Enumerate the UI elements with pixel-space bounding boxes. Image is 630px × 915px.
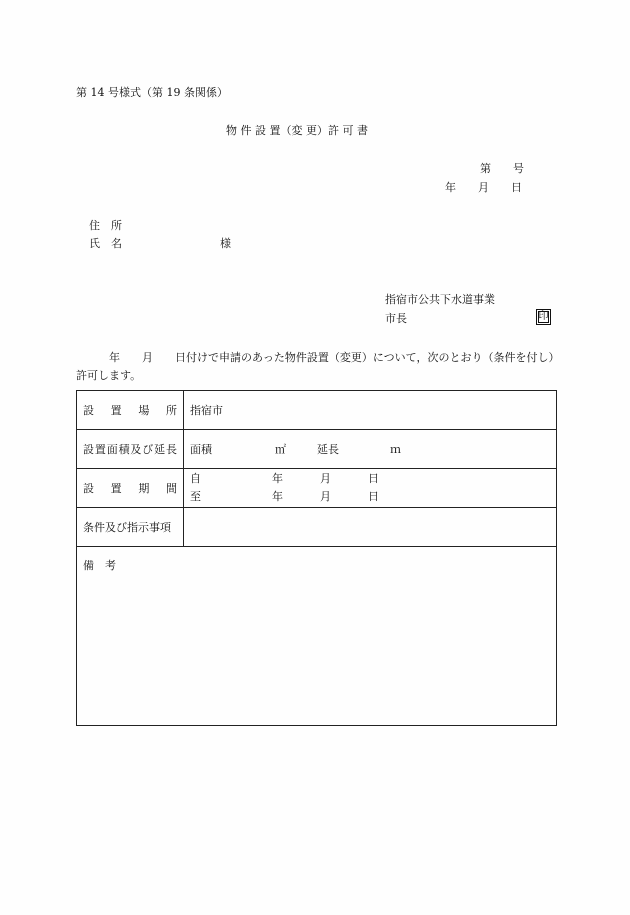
table-row xyxy=(77,547,557,726)
period-from-row xyxy=(190,470,550,488)
area-field-label: 面積 xyxy=(190,443,212,456)
period-cell xyxy=(184,469,557,508)
permit-body-text: 年 月 日付けで申請のあった物件設置（変更）について，次のとおり（条件を付し）許可します。 xyxy=(76,351,554,382)
table-row xyxy=(77,391,557,430)
month-label: 月 xyxy=(320,472,331,485)
document-title: 物 件 設 置（変 更）許 可 書 xyxy=(226,124,368,137)
location-label: 設 置 場 所 xyxy=(77,391,184,430)
issue-date-label: 年 月 日 xyxy=(445,181,522,194)
area-unit: ㎡ xyxy=(275,443,286,456)
address-label: 住 所 xyxy=(89,219,122,232)
year-label: 年 xyxy=(272,490,283,503)
length-unit: ｍ xyxy=(390,443,401,456)
form-number: 第 14 号様式（第 19 条関係） xyxy=(76,86,228,99)
seal-mark: 印 xyxy=(536,309,551,325)
day-label: 日 xyxy=(368,472,379,485)
period-label: 設 置 期 間 xyxy=(77,469,184,508)
table-row xyxy=(77,430,557,469)
location-value: 指宿市 xyxy=(184,391,557,430)
honorific: 様 xyxy=(220,237,231,250)
length-field-label: 延長 xyxy=(317,443,339,456)
permit-details-table xyxy=(76,390,557,726)
issuer-title: 市長 xyxy=(385,312,407,325)
remarks-cell xyxy=(77,547,557,726)
document-number-label: 第 号 xyxy=(480,162,524,175)
month-label: 月 xyxy=(320,490,331,503)
period-to-row xyxy=(190,488,550,506)
remarks-label: 備 考 xyxy=(83,559,116,572)
table-row xyxy=(77,469,557,508)
day-label: 日 xyxy=(368,490,379,503)
name-label: 氏 名 xyxy=(89,237,122,250)
year-label: 年 xyxy=(272,472,283,485)
conditions-value xyxy=(184,508,557,547)
period-from-label: 自 xyxy=(190,472,201,485)
area-length-label: 設置面積及び延長 xyxy=(77,430,184,469)
conditions-label: 条件及び指示事項 xyxy=(77,508,184,547)
area-length-cell xyxy=(184,430,557,469)
table-row xyxy=(77,508,557,547)
issuer-organization: 指宿市公共下水道事業 xyxy=(385,293,495,306)
period-to-label: 至 xyxy=(190,490,201,503)
